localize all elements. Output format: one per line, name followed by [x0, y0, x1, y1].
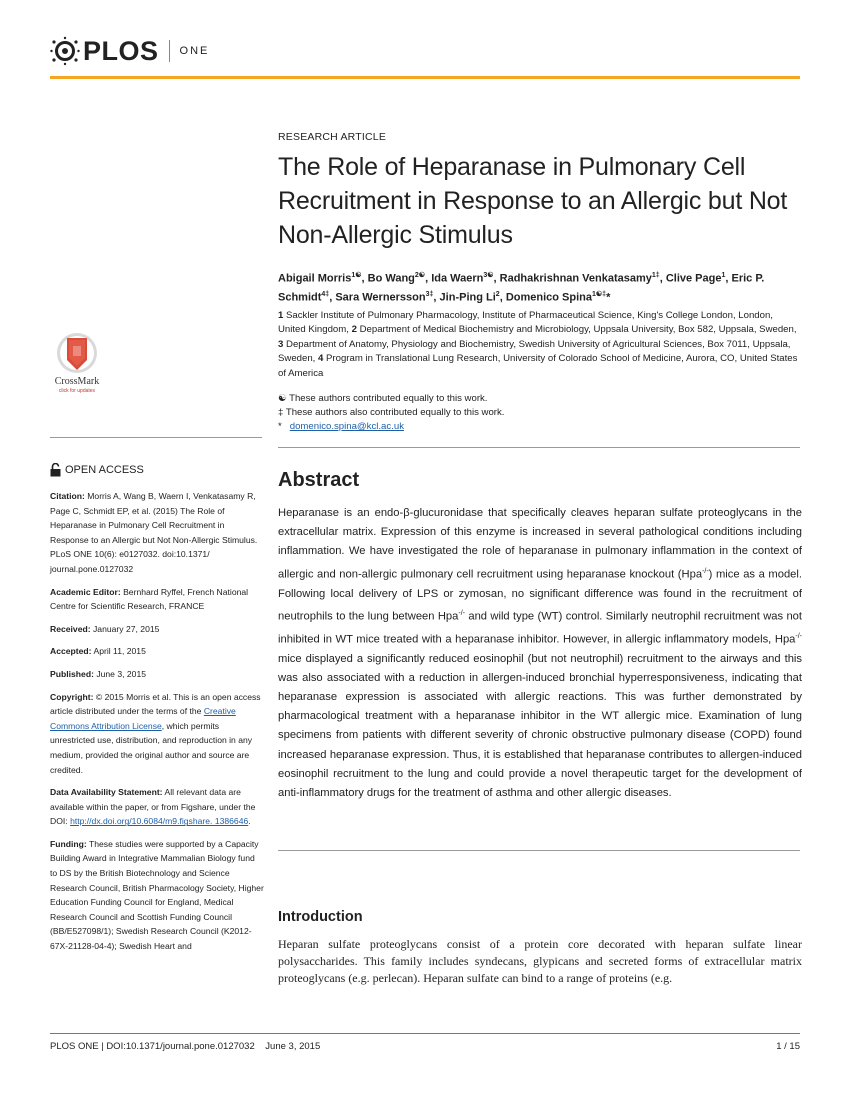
crossmark-label: CrossMark: [54, 376, 100, 387]
author-separator: ,: [659, 272, 666, 285]
footer-rule: [50, 1033, 800, 1034]
plos-logo-icon: [50, 36, 80, 66]
author-name: Ida Waern: [431, 272, 484, 285]
header-rule: [50, 76, 800, 79]
funding-block: [50, 837, 264, 954]
funding-label: Funding:: [50, 838, 87, 849]
author-name: Jin-Ping Li: [439, 291, 496, 304]
received-label: Received:: [50, 623, 91, 634]
footer-citation: PLOS ONE | DOI:10.1371/journal.pone.0127032 June 3, 2015: [50, 1041, 321, 1052]
affiliation-number: 3: [278, 338, 287, 350]
affiliation-number: 2: [351, 324, 360, 336]
author-affiliation-marker: 2: [495, 290, 500, 298]
accepted-date: April 11, 2015: [93, 646, 146, 657]
crossmark-badge[interactable]: [47, 330, 107, 400]
author-separator: ,: [433, 291, 440, 304]
author-name: Sara Wernersson: [335, 291, 426, 304]
author-affiliation-marker: 1‡: [651, 272, 660, 279]
affiliation-text: Sackler Institute of Pulmonary Pharmacology, Institute of Pharmaceutical Science, King's College London, London, United Kingdom,: [278, 310, 773, 336]
equal-contribution-note: ☯ These authors contributed equally to this work.: [278, 393, 488, 404]
published-date: June 3, 2015: [96, 668, 147, 679]
author-affiliation-marker: 4‡: [321, 290, 330, 298]
copyright-text-end: , which permits unrestricted use, distribution, and reproduction in any medium, provided the original author and source are credited.: [50, 720, 253, 775]
corresponding-star: *: [278, 421, 282, 432]
author-name: Bo Wang: [367, 272, 415, 285]
data-availability-block: [50, 785, 264, 829]
genotype-superscript: -/-: [795, 632, 802, 640]
article-title: The Role of Heparanase in Pulmonary Cell Recruitment in Response to an Allergic but Not Non-Allergic Stimulus: [278, 153, 788, 249]
abstract-heading: Abstract: [278, 469, 360, 491]
abstract-text: [278, 504, 802, 803]
accepted-label: Accepted:: [50, 646, 92, 657]
author-separator: ,: [499, 291, 506, 304]
article-metadata-sidebar: [50, 489, 264, 962]
abstract-segment: Heparanase is an endo-β-glucuronidase that specifically cleaves heparan sulfate proteoglycans in the extracellular matrix. Expression of this enzyme is increased in several pathological conditions including inflammation. We have investigated the role of heparanase in pulmonary inflammation in the context of allergic and non-allergic pulmonary cell recruitment using heparanase knockout (Hpa: [278, 507, 802, 581]
figshare-doi-link[interactable]: http://dx.doi.org/10.6084/m9.figshare. 1386646: [70, 816, 249, 827]
copyright-block: [50, 690, 264, 778]
data-availability-end: .: [248, 816, 251, 827]
author-affiliation-marker: 2☯: [414, 272, 426, 279]
crossmark-icon: [47, 330, 107, 376]
citation-text: Morris A, Wang B, Waern I, Venkatasamy R, Page C, Schmidt EP, et al. (2015) The Role of Heparanase in Pulmonary Cell Recruitment in Response to an Allergic but Not Non-Allergic Stimulus. PLoS ONE 10(6): e0127032. doi:10.1371/ journal.pone.0127032: [50, 491, 258, 574]
affiliation-text: Department of Anatomy, Physiology and Biochemistry, Swedish University of Agricultural Sciences, Box 7011, Uppsala, Sweden,: [278, 338, 791, 365]
author-name: Eric P. Schmidt: [278, 272, 765, 304]
author-name: Domenico Spina: [505, 291, 592, 304]
affiliation-text: Program in Translational Lung Research, University of Colorado School of Medicine, Aurora, CO, United States of America: [278, 353, 798, 379]
author-separator: *: [606, 291, 611, 304]
received-block: [50, 622, 264, 637]
author-separator: ,: [493, 272, 500, 285]
logo-separator: [169, 40, 170, 62]
plos-wordmark: PLOS: [83, 36, 159, 66]
genotype-superscript: -/-: [458, 609, 465, 617]
accepted-block: [50, 644, 264, 659]
journal-name: ONE: [179, 45, 210, 57]
author-separator: ,: [329, 291, 336, 304]
genotype-superscript: -/-: [702, 567, 709, 575]
license-link[interactable]: Creative Commons Attribution License: [50, 706, 236, 731]
open-access-text: OPEN ACCESS: [65, 464, 144, 476]
corresponding-email-link[interactable]: domenico.spina@kcl.ac.uk: [289, 421, 404, 432]
abstract-segment: and wild type (WT) control. Similarly neutrophil recruitment was not inhibited in WT mice treated with a heparanase inhibitor. However, in allergic inflammatory models, Hpa: [278, 610, 802, 646]
funding-text: These studies were supported by a Capacity Building Award in Integrative Mammalian Biology fund to DS by the British Biotechnology and Science Research Council, British Pharmacology Society, Higher Education Funding Council for England, Medical Research Council and Scottish Funding Council (BB/E527098/1); Swedish Research Council (K2012-67X-21128-04-4); Swedish Heart and: [50, 838, 264, 952]
author-name: Clive Page: [665, 272, 722, 285]
corresponding-author-note: [278, 420, 802, 434]
author-name: Radhakrishnan Venkatasamy: [499, 272, 652, 285]
author-affiliation-marker: 1☯‡: [592, 290, 607, 298]
affiliation-text: Department of Medical Biochemistry and Microbiology, Uppsala University, Box 582, Uppsala, Sweden,: [359, 324, 797, 336]
data-availability-text: All relevant data are available within the paper, or from Figshare, under the DOI:: [50, 787, 256, 827]
article-type: RESEARCH ARTICLE: [278, 131, 387, 143]
author-affiliation-marker: 3☯: [483, 272, 494, 279]
abstract-segment: ) mice as a model. Following local delivery of LPS or zymosan, no significant difference was found in the recruitment of neutrophils to the lung between Hpa: [278, 568, 802, 623]
citation-label: Citation:: [50, 491, 85, 501]
author-affiliation-marker: 1☯: [351, 272, 362, 279]
journal-header: [50, 34, 800, 74]
author-list: [278, 268, 802, 305]
published-block: [50, 667, 264, 682]
sidebar-rule: [50, 437, 262, 438]
author-name: Abigail Morris: [278, 272, 352, 285]
author-notes: [278, 392, 802, 434]
affiliation-number: 4: [318, 353, 327, 365]
copyright-text: © 2015 Morris et al. This is an open access article distributed under the terms of the: [50, 691, 261, 717]
editor-label: Academic Editor:: [50, 586, 121, 597]
author-separator: ,: [725, 272, 732, 285]
abstract-top-rule: [278, 447, 800, 448]
abstract-segment: mice displayed a significantly reduced eosinophil (but not neutrophil) recruitment to the airways and this was also associated with a reduction in allergen-induced bronchial hyperresponsiveness, indicating that heparanase expression is associated with allergic reactions. This was further demonstrated by pharmacological treatment with a heparanase inhibitor in the WT allergic mice. Examination of lung specimens from patients with different severity of chronic obstructive pulmonary disease (COPD) found increased heparanase expression. Thus, it is established that heparanase contributes to allergen-induced eosinophil recruitment to the lung and could provide a novel therapeutic target for the development of anti-inflammatory drugs for the treatment of asthma and other allergic diseases.: [278, 652, 802, 800]
abstract-bottom-rule: [278, 850, 800, 851]
open-access-label: [50, 463, 262, 477]
introduction-text: Heparan sulfate proteoglycans consist of a protein core decorated with heparan sulfate linear polysaccharides. This family includes syndecans, glypicans and secreted forms of extracellular matrix proteoglycans (e.g. perlecan). Heparan sulfate can bind to a range of proteins (e.g.: [278, 937, 802, 986]
author-affiliation-marker: 1: [721, 272, 726, 279]
published-label: Published:: [50, 668, 94, 679]
introduction-heading: Introduction: [278, 909, 363, 925]
open-lock-icon: [50, 463, 61, 477]
copyright-label: Copyright:: [50, 691, 94, 702]
data-availability-label: Data Availability Statement:: [50, 787, 163, 798]
affiliation-number: 1: [278, 310, 287, 321]
page-number: 1 / 15: [776, 1041, 800, 1052]
received-date: January 27, 2015: [93, 623, 160, 634]
author-separator: ,: [361, 272, 368, 285]
plos-logo[interactable]: [50, 36, 209, 66]
affiliations: [278, 309, 802, 381]
crossmark-sub: click for updates: [58, 388, 96, 394]
author-affiliation-marker: 3‡: [425, 290, 434, 298]
editor-text: Bernhard Ryffel, French National Centre for Scientific Research, FRANCE: [50, 586, 249, 612]
citation-block: [50, 489, 264, 577]
editor-block: [50, 585, 264, 614]
also-contribution-note: ‡ These authors also contributed equally to this work.: [278, 407, 505, 418]
author-separator: ,: [425, 272, 432, 285]
